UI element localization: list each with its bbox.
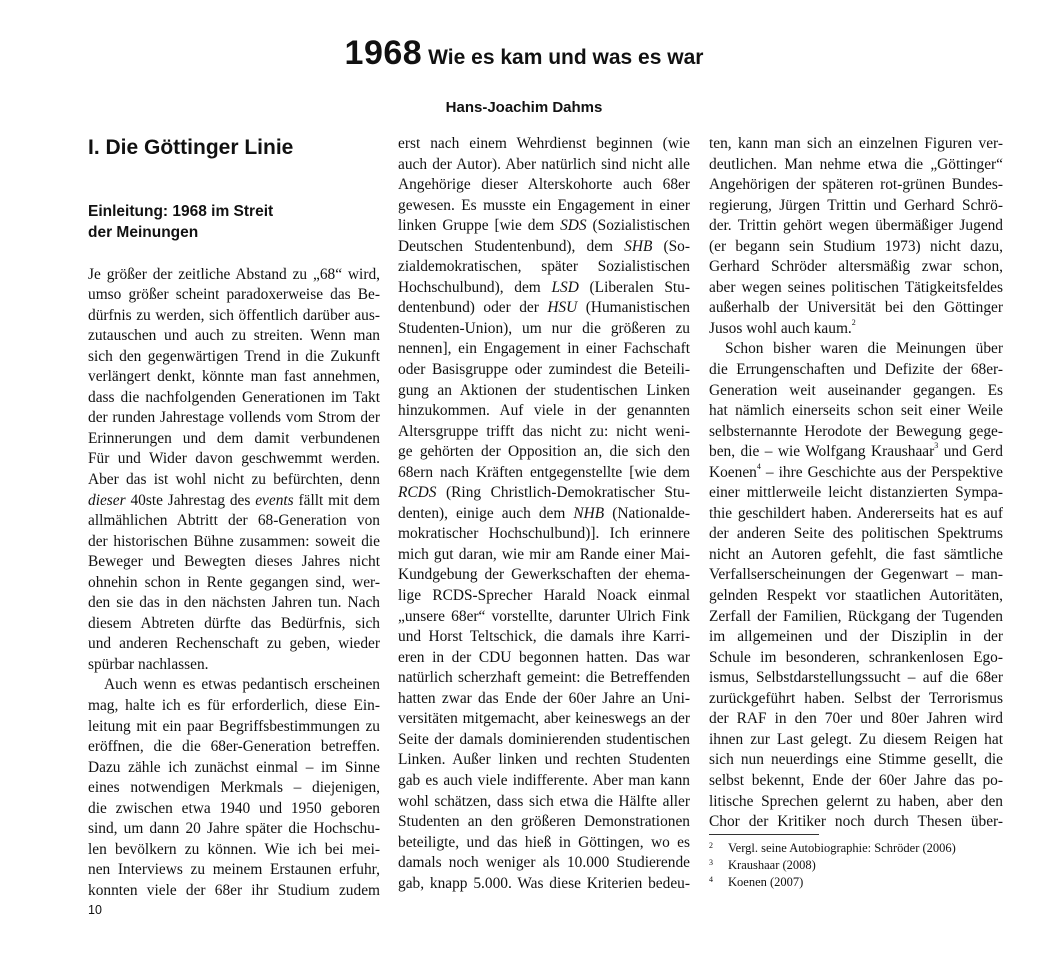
footnote-3: 3 Kraushaar (2008) xyxy=(709,858,816,872)
paragraph-2: Auch wenn es etwas pedantisch erscheinen mag, halte ich es für erforderlich, diese Ein- leitung mit ein paar Begriffsbestimmungen zu eröffnen, die die 68er-Generation betreffen. Dazu zähle ich zunächst einmal – im Sinne eines notwendigen Merkmals – diejenigen, die zwischen etwa 1940 und 1950 geboren sind, um dann 20 Jahre später die Hochschu- len bevölkern zu können. Wie ich bei mei- nen Interviews zu meinem Erstaunen erfuhr, konnten viele der 68er ihr Studium zudem xyxy=(88,676,380,899)
footnote-divider xyxy=(709,834,819,835)
footnote-ref-3[interactable]: 3 xyxy=(934,441,939,451)
author-name: Hans-Joachim Dahms xyxy=(445,99,603,116)
paragraph-4: Schon bisher waren die Meinungen über die Errungenschaften und Defizite der 68er- Generation weit auseinander gegangen. Es hat nämlich einerseits schon seit einer Weile selbsternannte Herodote der Bewegung gege- ben, die – wie Wolfgang Kraushaar$^3$ und Gerd Koenen$^4$ – ihre Geschichte aus der Perspektive einer mittlerweile leicht distanzierten Sympa- thie geschildert haben. Andererseits hat es auf der anderen Seite des politischen Spektrums nicht an Autoren gefehlt, die fast sämtliche Verfallserscheinungen der Gegenwart – man- gelnden Respekt vor staatlichen Autoritäten, Zerfall der Familien, Rückgang der Tugenden im allgemeinen und der Disziplin in der Schule im besonderen, schrankenlosen Ego- ismus, Selbstdarstellungssucht – auf die 68er zurückgeführt haben. Selbst der Terrorismus der RAF in den 70er und 80er Jahren wird ihnen zur Last gelegt. Zu diesem Reigen hat sich nun neuerdings eine Stimme gesellt, die selbst bekennt, Ende der 60er Jahre das po- litische Sprechen gelernt zu haben, aber den Chor der Kritiker noch durch Thesen über- xyxy=(709,340,1003,831)
subsection-heading: Einleitung: 1968 im Streit der Meinungen xyxy=(88,202,274,241)
page-number: 10 xyxy=(88,903,102,917)
section-heading: I. Die Göttinger Linie xyxy=(88,136,294,159)
column-1 xyxy=(88,138,380,902)
footnote-ref-4[interactable]: 4 xyxy=(756,461,761,471)
book-title xyxy=(0,34,1048,73)
column-3 xyxy=(709,134,1003,833)
footnote-ref-2[interactable]: 2 xyxy=(851,317,856,327)
paragraph-1: Je größer der zeitliche Abstand zu „68“ wird, umso größer scheint paradoxerweise das Be- dürfnis zu werden, sich öffentlich darüber aus- zutauschen und auch zu streiten. Wenn man sich den gegenwärtigen Trend in die Zukunft verlängert denkt, könnte man fast annehmen, dass die nachfolgenden Generationen im Takt der runden Jahrestage vollends vom Strom der Erinnerungen und dem damit verbundenen Für und Wider davon geschwemmt werden. Aber das ist wohl nicht zu befürchten, denn dieser 40ste Jahrestag des events fällt mit dem allmählichen Abtritt der 68-Generation von der historischen Bühne zusammen: soweit die Beweger und Bewegten dieses Jahres nicht ohnehin schon in Rente gegangen sind, wer- den sie das in den nächsten Jahren tun. Nach diesem Abtreten dürfte das Bedürfnis, sich und anderen Rechenschaft zu geben, wieder spürbar nachlassen. xyxy=(88,265,380,673)
footnotes xyxy=(709,840,956,891)
footnote-4: 4 Koenen (2007) xyxy=(709,875,804,889)
column-2: erst nach einem Wehrdienst beginnen (wie auch der Autor). Aber natürlich sind nicht alle Angehörige dieser Alterskohorte auch 68er gewesen. Es musste ein Engagement in einer linken Gruppe [wie dem SDS (Sozialistischen Deutschen Studentenbund), dem SHB (So- zialdemokratischen, später Sozialistischen Hochschulbund), dem LSD (Liberalen Stu- dentenbund) oder der HSU (Humanistischen Studenten-Union), um nur die größeren zu nennen], ein Engagement in einer Fachschaft oder Basisgruppe oder zumindest die Beteili- gung an Aktionen der studentischen Linken hinzukommen. Auf viele in der genannten Altersgruppe trifft das nicht zu: nicht weni- ge gehörten der Opposition an, die sich den 68ern nach Kräften entgegenstellte [wie dem RCDS (Ring Christlich-Demokratischer Stu- denten), einige auch dem NHB (Nationalde- mokratischer Hochschulbund)]. Ich erinnere mich gut daran, wie mir am Rande einer Mai- Kundgebung der Gewerkschaften der ehema- lige RCDS-Sprecher Harald Noack einmal „unsere 68er“ vorstellte, darunter Ulrich Fink und Horst Teltschick, die damals ihre Karri- eren in der CDU begonnen hatten. Das war natürlich scherzhaft gemeint: die Betreffenden hatten zwar das Ende der 60er Jahre an Uni- versitäten mitgemacht, aber keineswegs an der Seite der damals dominierenden studentischen Linken. Außer linken und rechten Studenten gab es auch viele indifferente. Aber man kann wohl schätzen, dass sich etwa die Hälfte aller Studenten an den größeren Demonstrationen beteiligte, und das hieß in Göttingen, wo es damals noch weniger als 10.000 Studierende gab, knapp 5.000. Was diese Kriterien bedeu- xyxy=(398,135,691,892)
footnote-2: 2 Vergl. seine Autobiographie: Schröder (2006) xyxy=(709,841,956,855)
paragraph-3: ten, kann man sich an einzelnen Figuren ver- deutlichen. Man nehme etwa die „Göttinger“ Angehörigen der späteren rot-grünen Bundes- regierung, Jürgen Trittin und Gerhard Schrö- der. Trittin gehört wegen übermäßiger Jugend (er begann sein Studium 1973) nicht dazu, Gerhard Schröder altersmäßig zwar schon, aber wegen seines politischen Tätigkeitsfeldes außerhalb der Universität bei den Göttinger Jusos wohl auch kaum.$^2$ xyxy=(709,135,1003,337)
title-year: 1968 xyxy=(344,34,423,72)
title-subtitle: Wie es kam und was es war xyxy=(428,46,704,69)
